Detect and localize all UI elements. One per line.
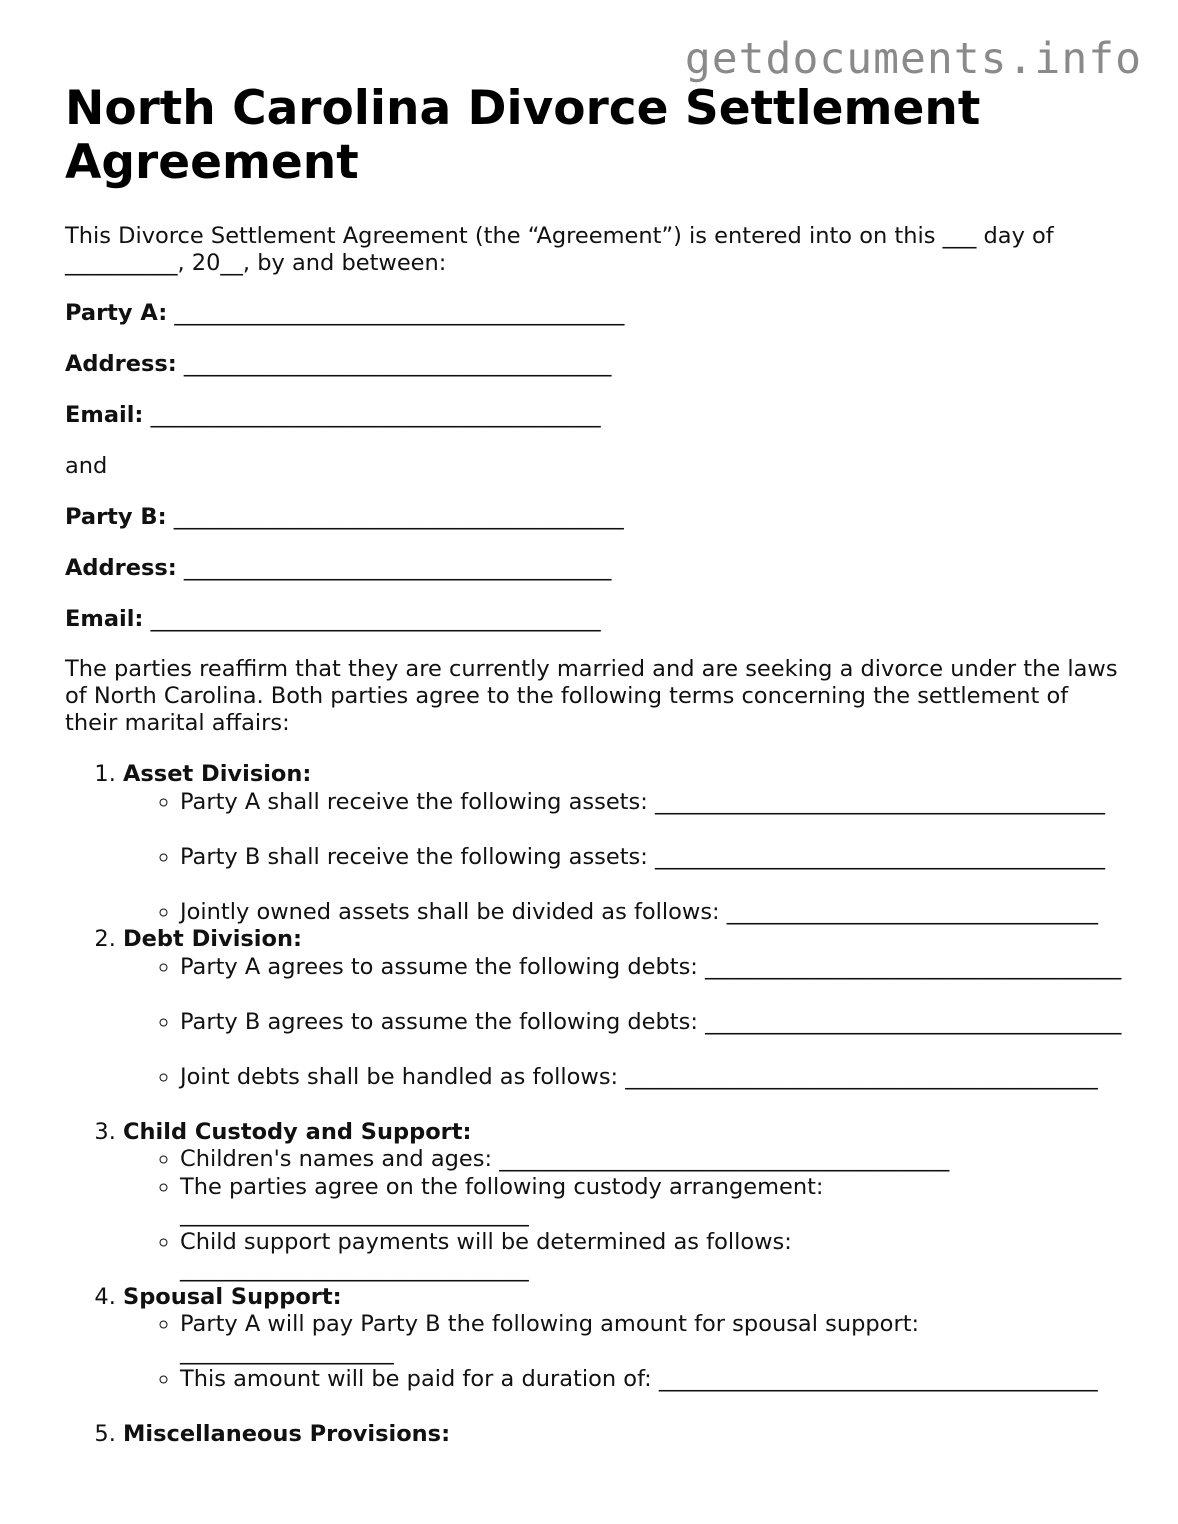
list-item <box>180 1009 1125 1064</box>
party-b-email-blank: ________________________________________ <box>150 606 601 632</box>
list-item-text: ◦ This amount will be paid for a duration of: _______________________________________ <box>180 1366 1098 1392</box>
list-item-text: ◦ The parties agree on the following custody arrangement: _______________________________ <box>180 1173 824 1227</box>
subsection-list <box>123 954 1125 1119</box>
party-b-address-field <box>65 554 1125 583</box>
section-title: Child Custody and Support: <box>123 1118 472 1145</box>
sections-list <box>65 761 1125 1449</box>
list-item-text: ◦ Party A agrees to assume the following debts: _____________________________________ <box>180 953 1122 980</box>
page-title: North Carolina Divorce Settlement Agreement <box>65 81 981 190</box>
party-b-address-blank: ______________________________________ <box>183 555 612 581</box>
party-a-email-field <box>65 401 1125 430</box>
list-item <box>180 1146 1125 1174</box>
section-child-custody <box>123 1119 1125 1284</box>
list-item <box>180 789 1125 844</box>
list-item-text: ◦ Party A shall receive the following assets: ________________________________________ <box>180 788 1105 815</box>
section-title: Spousal Support: <box>123 1283 342 1310</box>
party-a-email-blank: ________________________________________ <box>150 402 601 428</box>
party-b-name-label: Party B: <box>65 504 167 530</box>
reaffirm-paragraph: The parties reaffirm that they are currently married and are seeking a divorce under the laws of North Carolina. Both parties agree to the following terms concerning the settlement of their marital affairs: <box>65 656 1118 736</box>
subsection-list <box>123 789 1125 927</box>
list-item-text: ◦ Joint debts shall be handled as follows: __________________________________________ <box>180 1063 1098 1090</box>
party-a-name-field <box>65 299 1125 328</box>
document-page <box>65 82 1125 1449</box>
list-item <box>180 1064 1125 1119</box>
subsection-list <box>123 1311 1125 1421</box>
list-item-text: ◦ Party B agrees to assume the following debts: _____________________________________ <box>180 1008 1122 1035</box>
party-a-address-label: Address: <box>65 351 177 377</box>
section-title: Debt Division: <box>123 926 302 952</box>
party-b-email-label: Email: <box>65 606 144 632</box>
list-item <box>180 844 1125 899</box>
party-b-email-field <box>65 605 1125 634</box>
watermark: getdocuments.info <box>684 34 1142 84</box>
party-b-name-blank: ________________________________________ <box>173 504 624 530</box>
section-debt-division <box>123 926 1125 1119</box>
and-text: and <box>65 453 108 479</box>
party-a-name-label: Party A: <box>65 300 168 326</box>
list-item <box>180 1174 1125 1229</box>
subsection-list <box>123 1146 1125 1284</box>
section-miscellaneous <box>123 1421 1125 1449</box>
intro-paragraph: This Divorce Settlement Agreement (the “Agreement”) is entered into on this ___ day of __________, 20__, by and between: <box>65 223 1054 276</box>
party-a-name-blank: ________________________________________ <box>174 300 625 326</box>
section-asset-division <box>123 761 1125 926</box>
list-item-text: ◦ Party B shall receive the following assets: ________________________________________ <box>180 843 1106 870</box>
list-item <box>180 1229 1125 1284</box>
list-item-text: ◦ Party A will pay Party B the following amount for spousal support: ___________________ <box>180 1311 920 1365</box>
party-a-email-label: Email: <box>65 402 144 428</box>
list-item-text: ◦ Jointly owned assets shall be divided as follows: _________________________________ <box>180 898 1099 925</box>
list-item-text: ◦ Child support payments will be determined as follows: _______________________________ <box>180 1228 792 1282</box>
party-b-address-label: Address: <box>65 555 177 581</box>
party-b-name-field <box>65 503 1125 532</box>
party-a-address-blank: ______________________________________ <box>183 351 612 377</box>
list-item <box>180 1366 1125 1421</box>
party-a-address-field <box>65 350 1125 379</box>
list-item <box>180 899 1125 927</box>
list-item <box>180 954 1125 1009</box>
list-item <box>180 1311 1125 1366</box>
list-item-text: ◦ Children's names and ages: ________________________________________ <box>180 1146 950 1172</box>
section-spousal-support <box>123 1284 1125 1422</box>
section-title: Asset Division: <box>123 761 312 787</box>
section-title: Miscellaneous Provisions: <box>123 1421 451 1447</box>
